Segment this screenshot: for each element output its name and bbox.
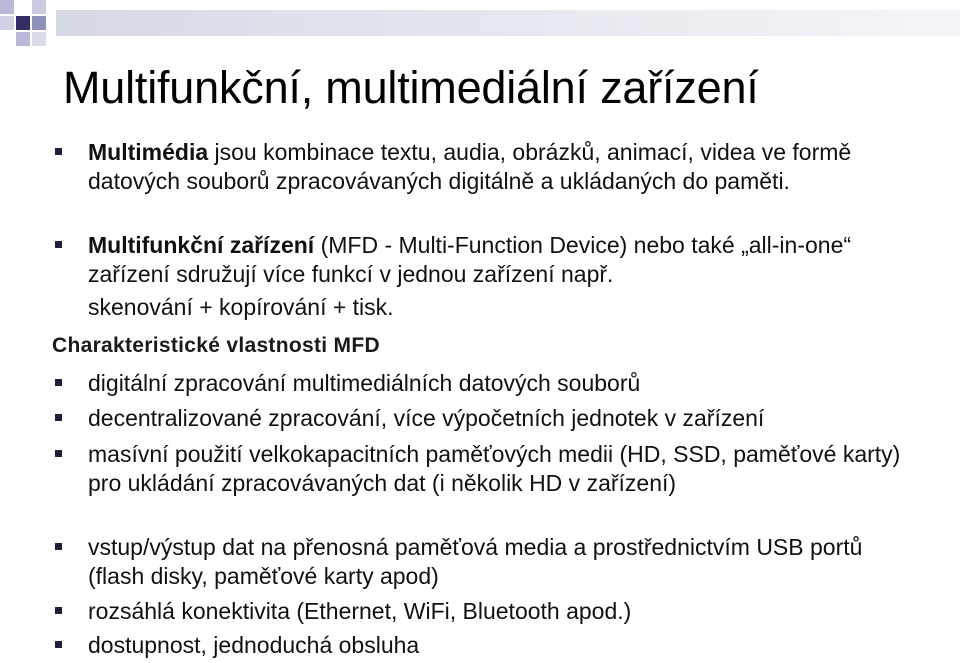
characteristic-item: vstup/výstup dat na přenosná paměťová media a prostřednictvím USB portů (flash disky, paměťové karty apod) <box>88 533 918 591</box>
top-decorative-bar <box>56 10 960 36</box>
bullet-text: jsou kombinace textu, audia, obrázků, animací, videa ve formě datových souborů zpracovávaných digitálně a ukládaných do paměti. <box>88 139 852 194</box>
slide-title: Multifunkční, multimediální zařízení <box>63 62 759 113</box>
bullet-term: Multimédia <box>88 139 209 165</box>
characteristics-heading: Charakteristické vlastnosti MFD <box>52 334 380 357</box>
bullet-text: (MFD - Multi-Function Device) nebo také „all-in-one“ zařízení sdružují více funkcí v jednou zařízení např. <box>88 232 852 287</box>
characteristic-item: dostupnost, jednoduchá obsluha <box>88 631 918 660</box>
characteristic-item: masívní použití velkokapacitních paměťových medii (HD, SSD, paměťové karty) pro ukládání zpracovávaných dat (i několik HD v zařízení) <box>88 440 918 498</box>
characteristic-item: rozsáhlá konektivita (Ethernet, WiFi, Bluetooth apod.) <box>88 597 918 626</box>
characteristic-item: digitální zpracování multimediálních datových souborů <box>88 369 918 398</box>
bullet-text-continuation: skenování + kopírování + tisk. <box>88 294 394 320</box>
bullet-multimedia <box>88 138 918 196</box>
bullet-term: Multifunkční zařízení <box>88 232 315 258</box>
bullet-multifunction-device <box>88 231 918 322</box>
characteristic-item: decentralizované zpracování, více výpočetních jednotek v zařízení <box>88 404 918 433</box>
